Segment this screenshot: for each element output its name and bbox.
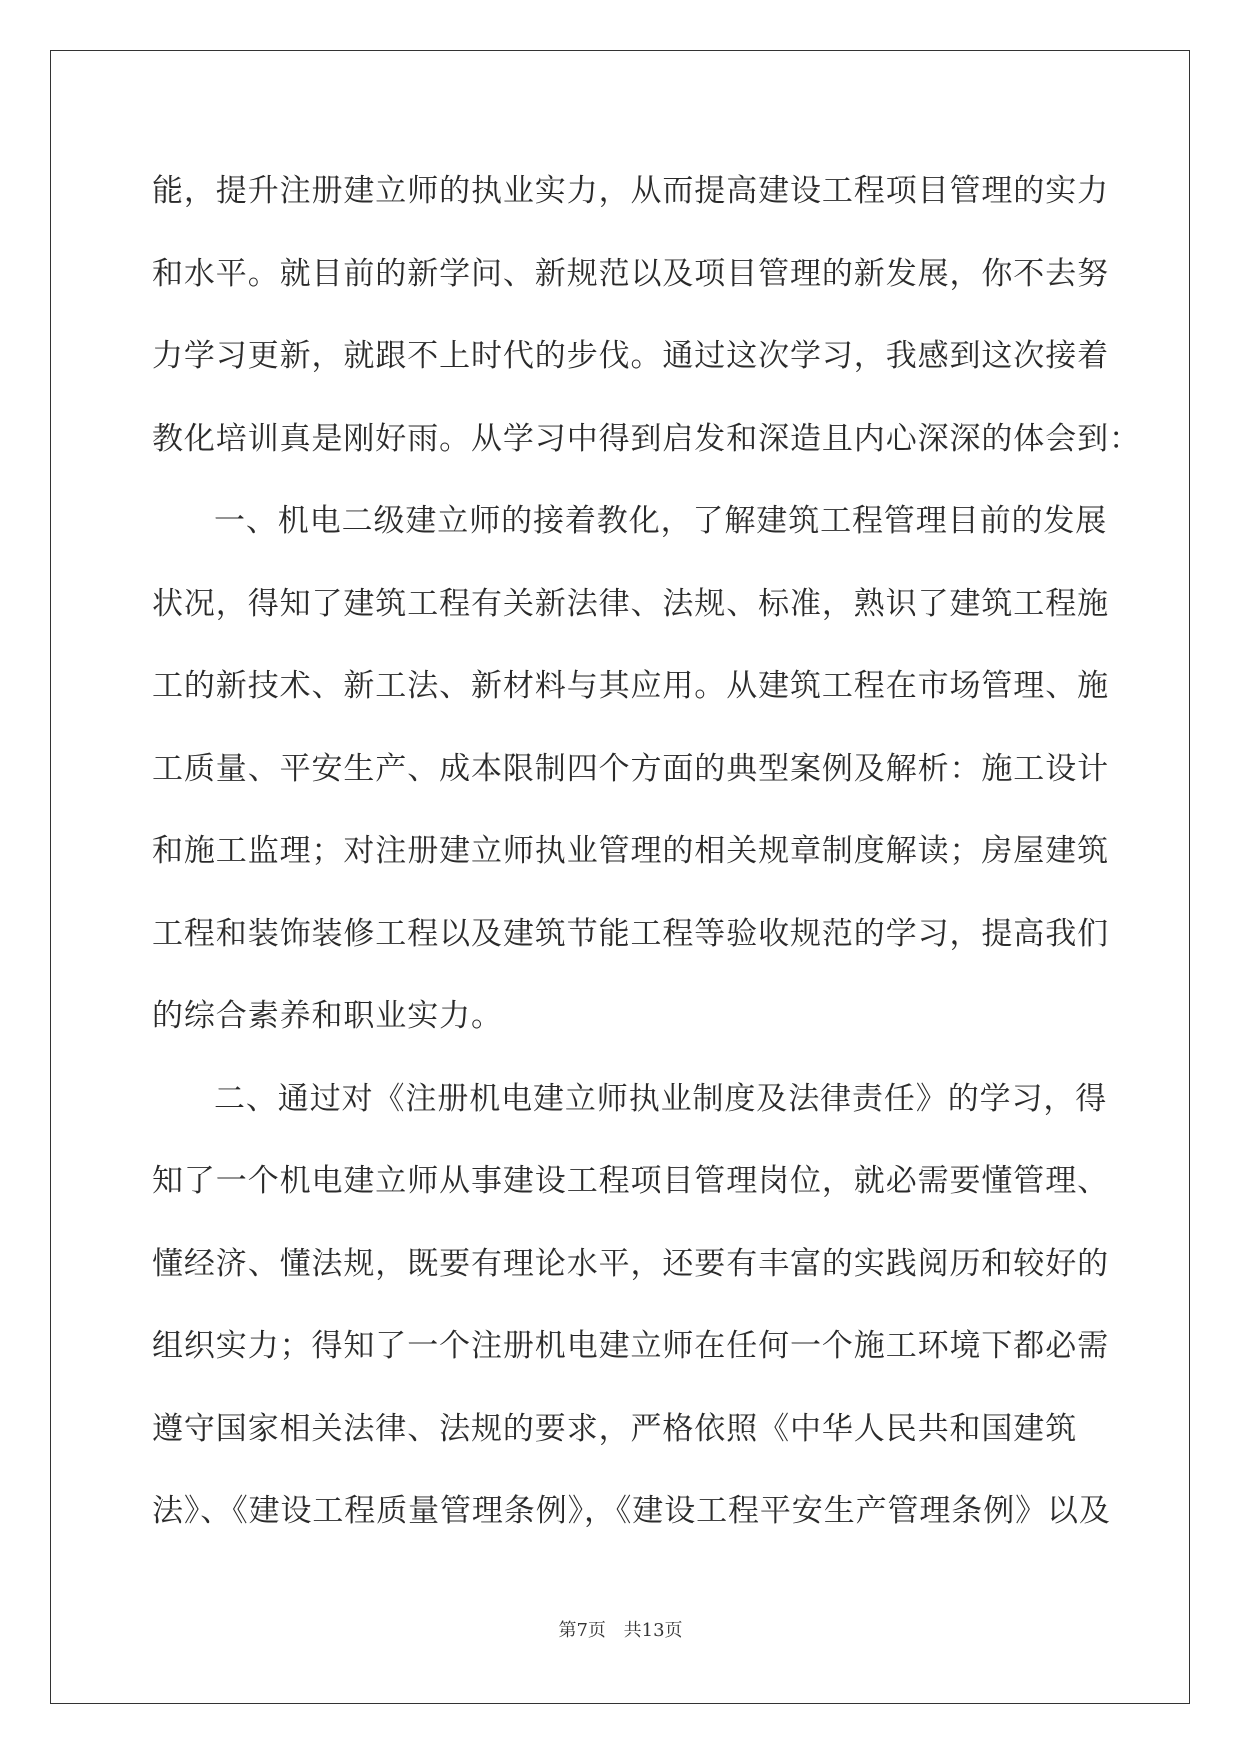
text-line: 状况，得知了建筑工程有关新法律、法规、标准，熟识了建筑工程施	[152, 585, 1109, 622]
page-total: 共13页	[623, 1620, 683, 1641]
text-line: 组织实力；得知了一个注册机电建立师在任何一个施工环境下都必需	[152, 1328, 1109, 1364]
text-line: 教化培训真是刚好雨。从学习中得到启发和深造且内心深深的体会到：	[152, 420, 1141, 457]
text-line: 的综合素养和职业实力。	[152, 998, 503, 1034]
text-line: 能，提升注册建立师的执业实力，从而提高建设工程项目管理的实力	[152, 173, 1109, 209]
document-body	[152, 161, 1141, 1564]
text-line: 和水平。就目前的新学问、新规范以及项目管理的新发展，你不去努	[152, 255, 1109, 292]
text-line: 懂经济、懂法规，既要有理论水平，还要有丰富的实践阅历和较好的	[152, 1245, 1109, 1282]
text-line: 力学习更新，就跟不上时代的步伐。通过这次学习，我感到这次接着	[152, 338, 1109, 374]
text-line: 工质量、平安生产、成本限制四个方面的典型案例及解析：施工设计	[152, 750, 1109, 787]
paragraph-start-line: 二、通过对《注册机电建立师执业制度及法律责任》的学习，得	[214, 1080, 1108, 1117]
text-line: 知了一个机电建立师从事建设工程项目管理岗位，就必需要懂管理、	[152, 1163, 1109, 1199]
page-footer	[0, 1616, 1241, 1642]
text-line: 和施工监理；对注册建立师执业管理的相关规章制度解读；房屋建筑	[152, 833, 1109, 869]
text-line: 法》、《建设工程质量管理条例》，《建设工程平安生产管理条例》以及	[152, 1493, 1111, 1529]
text-line: 遵守国家相关法律、法规的要求，严格依照《中华人民共和国建筑	[152, 1410, 1078, 1447]
page-number: 第7页	[558, 1620, 606, 1641]
paragraph-start-line: 一、机电二级建立师的接着教化，了解建筑工程管理目前的发展	[214, 503, 1108, 539]
text-line: 工程和装饰装修工程以及建筑节能工程等验收规范的学习，提高我们	[152, 915, 1109, 952]
text-line: 工的新技术、新工法、新材料与其应用。从建筑工程在市场管理、施	[152, 668, 1109, 704]
